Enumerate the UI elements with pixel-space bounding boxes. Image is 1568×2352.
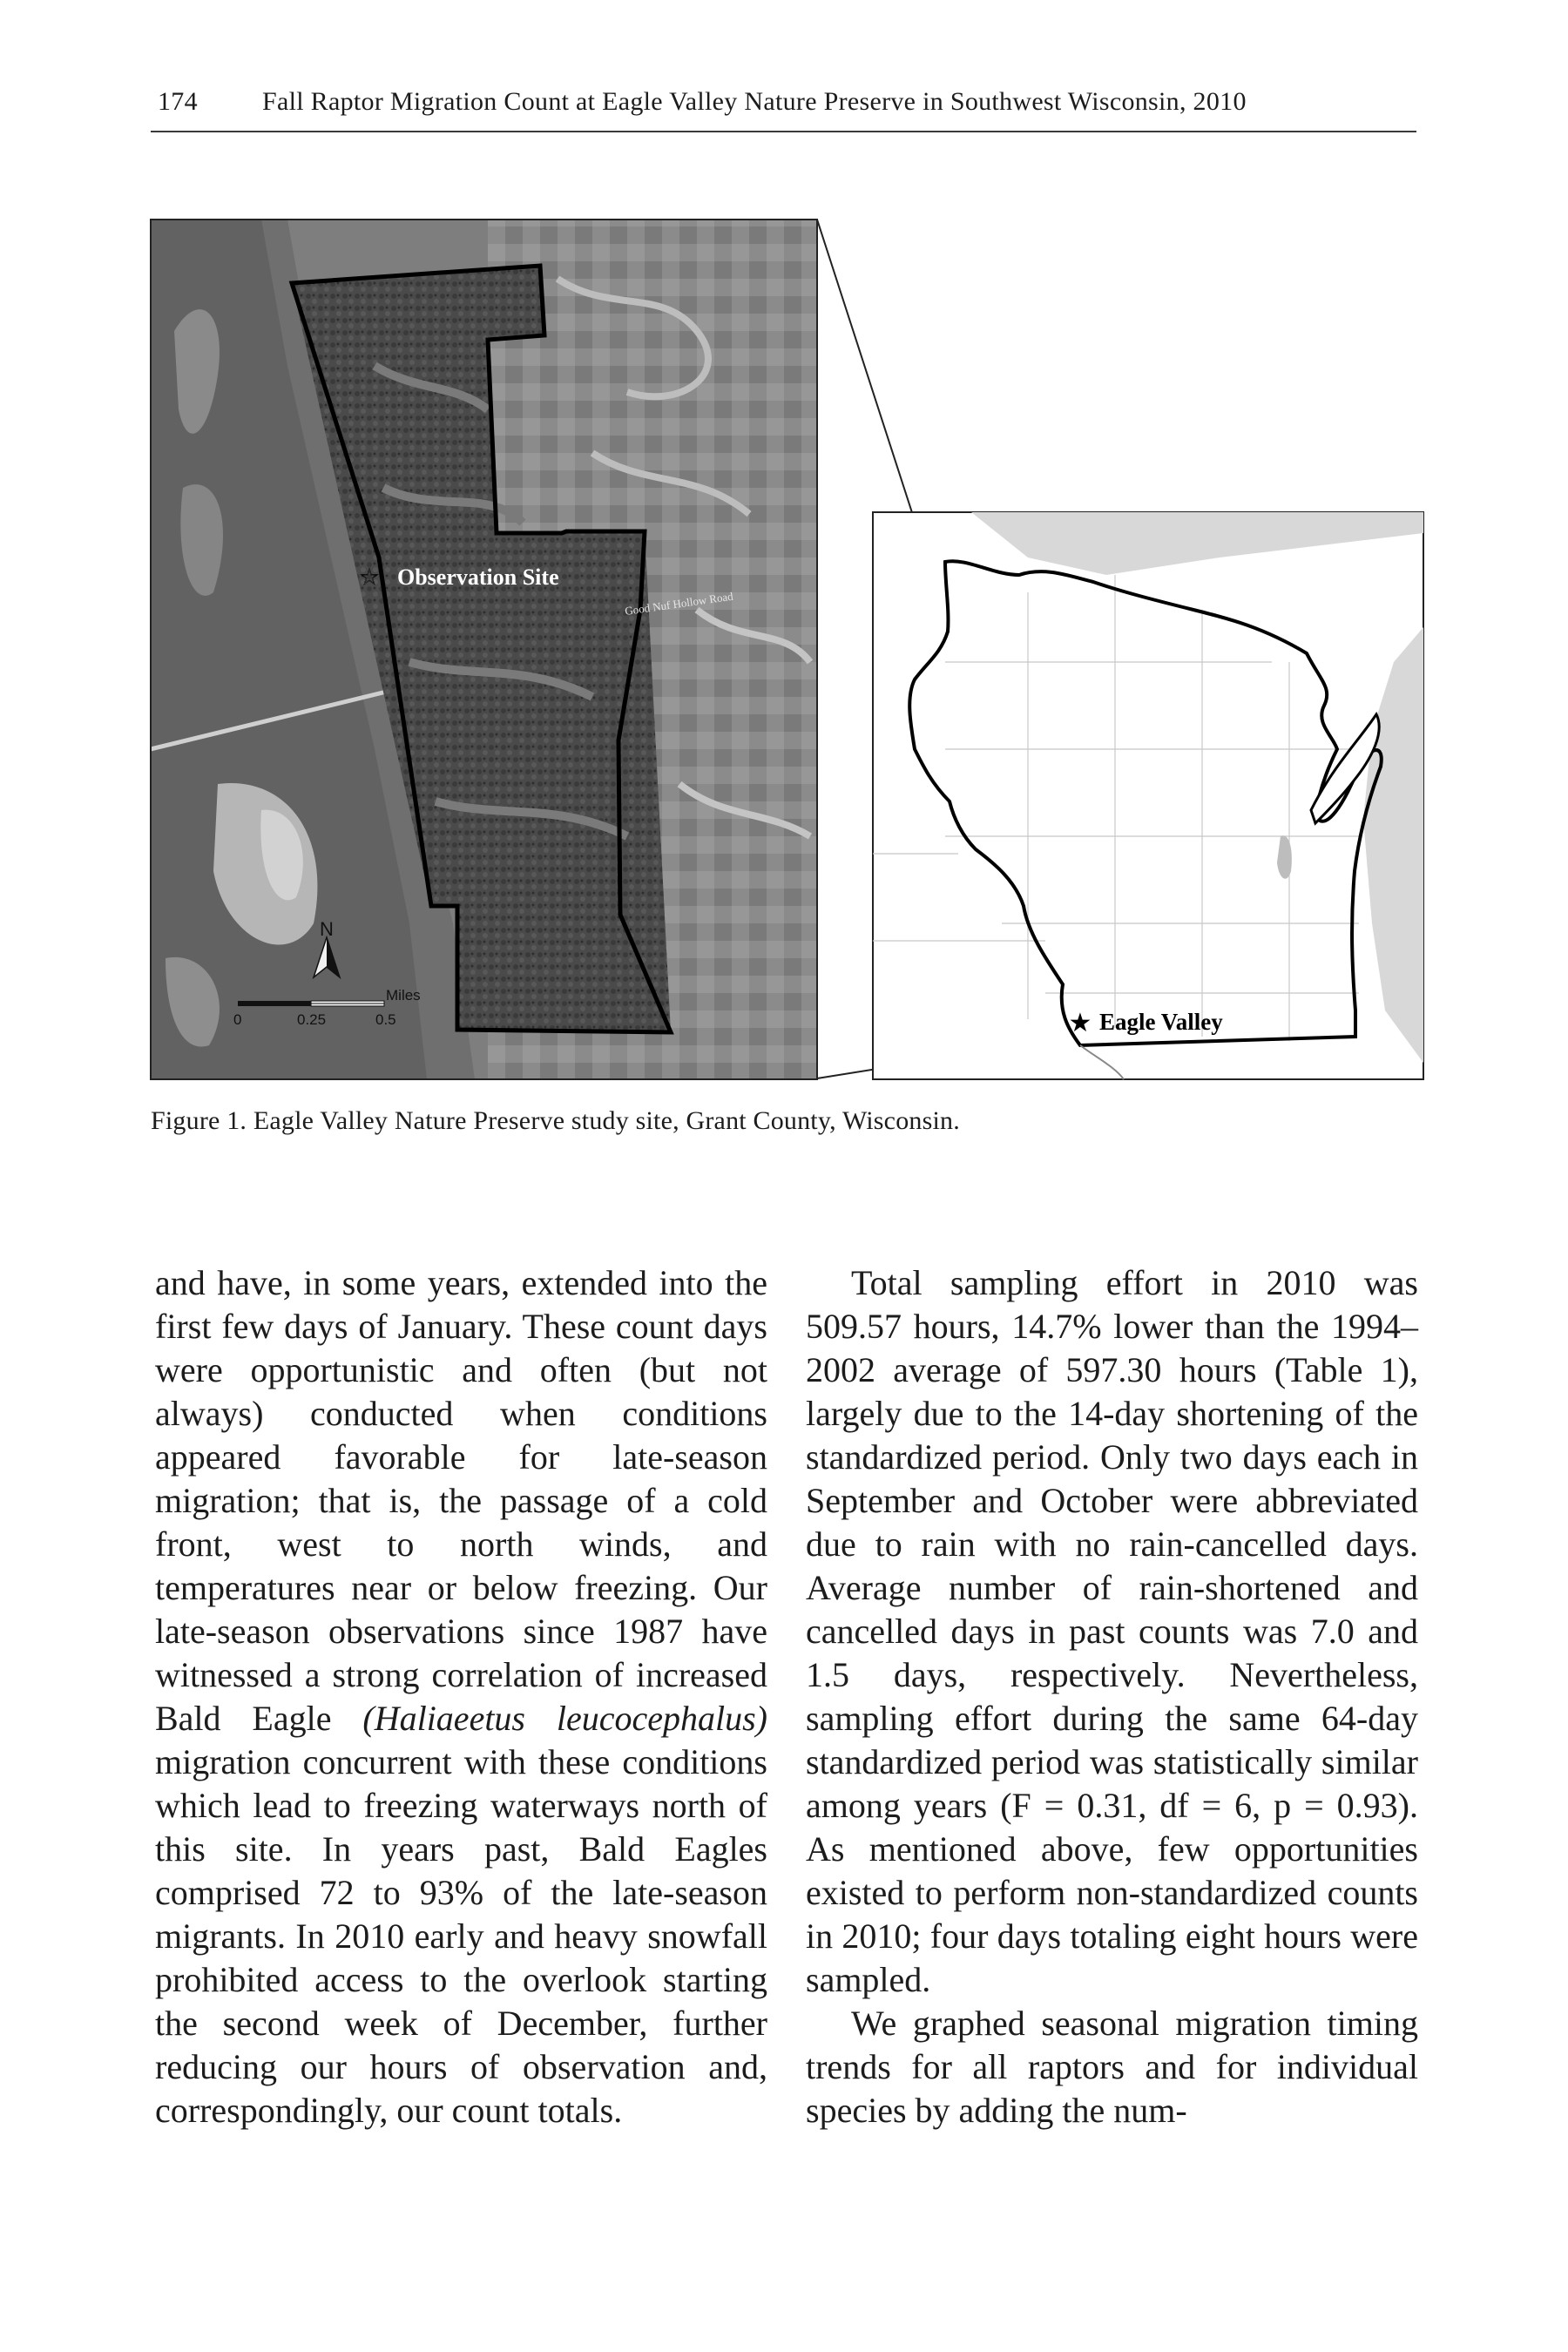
scale-unit-label: Miles bbox=[386, 987, 421, 1004]
aerial-photo bbox=[151, 220, 819, 1079]
page-number: 174 bbox=[158, 87, 198, 116]
right-paragraph-2: We graphed seasonal migration timing trends for all raptors and for individual species by adding the num- bbox=[806, 2004, 1418, 2130]
scale-tick-05: 0.5 bbox=[375, 1011, 396, 1028]
inset-map bbox=[873, 512, 1423, 1079]
running-title: Fall Raptor Migration Count at Eagle Valley Nature Preserve in Southwest Wisconsin, 2010 bbox=[262, 87, 1247, 116]
road-label: Good Nuf Hollow Road bbox=[624, 589, 734, 618]
left-text-before: and have, in some years, extended into the first few days of January. These count days were opportunistic and often (but not always) conducted when conditions appeared favorable for late-season migration; that is, the passage of a cold front, west to north winds, and temperatures near or below freezing. Our late-season observations since 1987 have witnessed a strong correlation of increased Bald Eagle bbox=[155, 1263, 767, 1738]
scale-tick-025: 0.25 bbox=[297, 1011, 327, 1028]
right-column bbox=[806, 1261, 1418, 2132]
right-paragraph-1: Total sampling effort in 2010 was 509.57 hours, 14.7% lower than the 1994–2002 average of 597.30 hours (Table 1), largely due to the 14-day shortening of the standardized period. Only two days each in September and October were abbreviated due to rain with no rain-cancelled days. Average number of rain-shortened and cancelled days in past counts was 7.0 and 1.5 days, respectively. Nevertheless, sampling effort during the same 64-day standardized period was statistically similar among years (F = 0.31, df = 6, p = 0.93). As mentioned above, few opportunities existed to perform non-standardized counts in 2010; four days totaling eight hours were sampled. bbox=[806, 1263, 1418, 1999]
species-name: (Haliaeetus leucocephalus) bbox=[362, 1699, 768, 1738]
scale-bar bbox=[238, 1001, 384, 1006]
figure-1 bbox=[0, 0, 1568, 1098]
left-text-after: migration concurrent with these conditions which lead to freezing waterways north of this site. In years past, Bald Eagles comprised 72 to 93% of the late-season migrants. In 2010 early and heavy snowfall prohibited access to the overlook starting the second week of December, further reducing our hours of observation and, correspondingly, our count totals. bbox=[155, 1742, 767, 2130]
eagle-valley-star-icon: ★ bbox=[1068, 1008, 1092, 1038]
left-column bbox=[155, 1261, 767, 2132]
left-paragraph bbox=[155, 1261, 767, 2132]
figure-caption: Figure 1. Eagle Valley Nature Preserve study site, Grant County, Wisconsin. bbox=[151, 1106, 960, 1135]
observation-site-label: Observation Site bbox=[397, 564, 559, 590]
observation-star-icon: ☆ bbox=[359, 564, 380, 591]
scale-tick-0: 0 bbox=[233, 1011, 242, 1028]
north-label: N bbox=[320, 918, 334, 940]
eagle-valley-label: Eagle Valley bbox=[1099, 1009, 1223, 1035]
